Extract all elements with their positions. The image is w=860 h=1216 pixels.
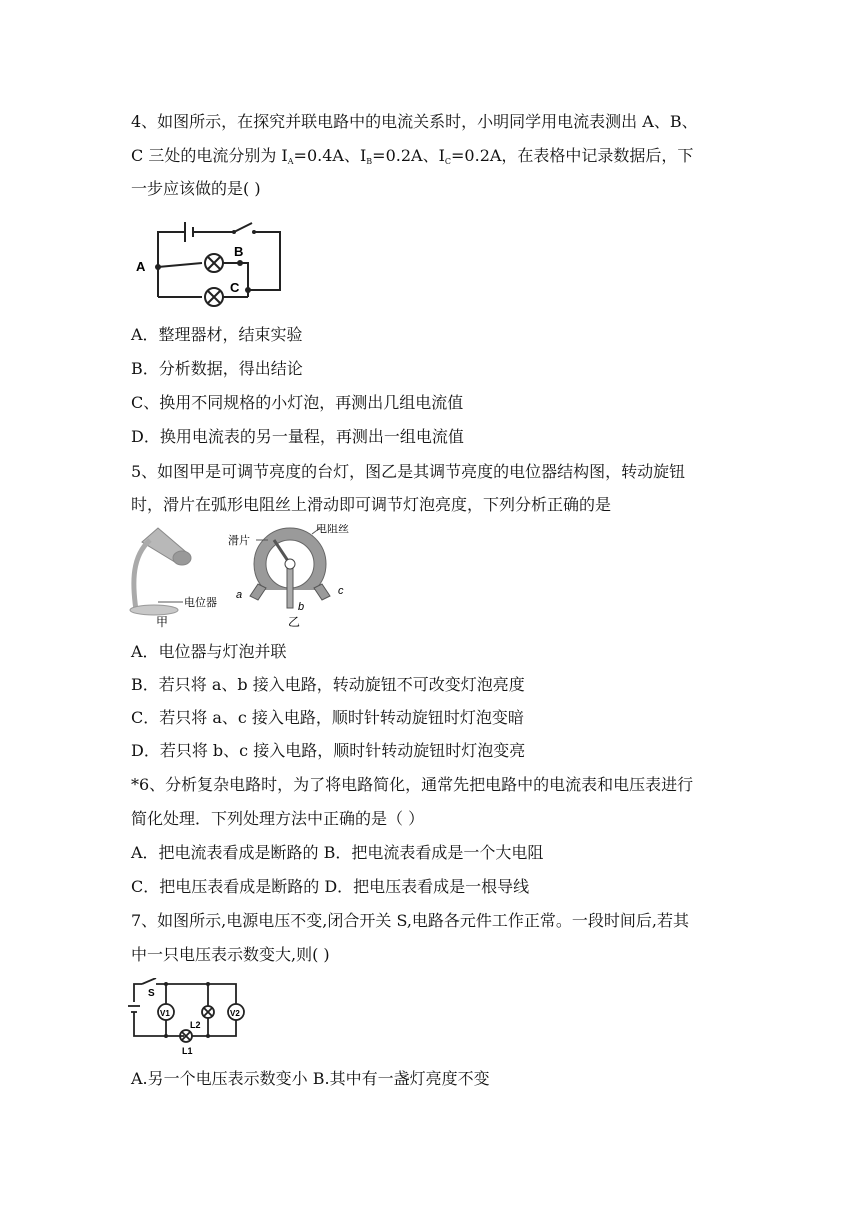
q4-option-b: B．分析数据，得出结论 — [131, 359, 303, 378]
q4-stem-text: =0.2A、I — [372, 146, 445, 165]
label-slider: 滑片 — [228, 535, 250, 547]
q4-circuit-diagram — [130, 212, 290, 312]
label-l2: L2 — [190, 1020, 201, 1030]
q4-stem-text: =0.2A，在表格中记录数据后，下 — [451, 146, 694, 165]
label-c: C — [230, 280, 240, 295]
label-v1: V1 — [160, 1009, 170, 1018]
q5-option-a: A．电位器与灯泡并联 — [131, 642, 287, 661]
subscript-c: C — [444, 157, 452, 166]
q4-option-d: D．换用电流表的另一量程，再测出一组电流值 — [131, 427, 464, 446]
q4-stem-line3: 一步应该做的是( ) — [131, 179, 261, 198]
label-l1: L1 — [182, 1046, 193, 1056]
q5-potentiometer-figure — [228, 524, 358, 630]
q7-stem-line1: 7、如图所示,电源电压不变,闭合开关 S,电路各元件工作正常。一段时间后,若其 — [131, 911, 690, 930]
q4-stem-text: =0.4A、I — [293, 146, 367, 165]
label-switch-s: S — [148, 988, 155, 999]
q6-options-row2: C．把电压表看成是断路的 D．把电压表看成是一根导线 — [131, 877, 530, 896]
q5-stem-line1: 5、如图甲是可调节亮度的台灯，图乙是其调节亮度的电位器结构图，转动旋钮 — [131, 462, 686, 481]
label-potentiometer: 电位器 — [184, 597, 217, 609]
q5-stem-line2: 时，滑片在弧形电阻丝上滑动即可调节灯泡亮度，下列分析正确的是 — [131, 495, 612, 514]
q4-stem-line1: 4、如图所示，在探究并联电路中的电流关系时，小明同学用电流表测出 A、B、 — [131, 112, 698, 131]
subscript-a: A — [287, 157, 294, 166]
q5-option-d: D．若只将 b、c 接入电路，顺时针转动旋钮时灯泡变亮 — [131, 741, 526, 760]
label-wire: 电阻丝 — [316, 524, 349, 535]
q6-options-row1: A．把电流表看成是断路的 B．把电流表看成是一个大电阻 — [131, 843, 544, 862]
q6-stem-line2: 简化处理．下列处理方法中正确的是（ ） — [131, 809, 425, 828]
label-b: B — [234, 244, 244, 259]
label-terminal-b: b — [298, 601, 305, 613]
q5-option-b: B．若只将 a、b 接入电路，转动旋钮不可改变灯泡亮度 — [131, 675, 525, 694]
label-terminal-a: a — [236, 589, 243, 601]
q7-circuit-diagram — [126, 978, 250, 1058]
q4-option-a: A．整理器材，结束实验 — [131, 325, 303, 344]
q4-stem-text: C 三处的电流分别为 I — [131, 146, 288, 165]
q5-option-c: C．若只将 a、c 接入电路，顺时针转动旋钮时灯泡变暗 — [131, 708, 524, 727]
label-jia: 甲 — [156, 615, 169, 629]
q7-options-row1: A.另一个电压表示数变小 B.其中有一盏灯亮度不变 — [131, 1069, 490, 1088]
q5-desk-lamp-figure — [128, 522, 228, 630]
label-terminal-c: c — [338, 585, 344, 597]
q4-option-c: C、换用不同规格的小灯泡，再测出几组电流值 — [131, 393, 464, 412]
label-a: A — [136, 259, 146, 274]
q6-stem-line1: *6、分析复杂电路时，为了将电路简化，通常先把电路中的电流表和电压表进行 — [131, 775, 694, 794]
label-yi: 乙 — [288, 615, 301, 629]
label-v2: V2 — [230, 1009, 240, 1018]
q7-stem-line2: 中一只电压表示数变大,则( ) — [131, 945, 330, 964]
subscript-b: B — [366, 157, 373, 166]
q4-stem-line2 — [131, 145, 693, 173]
